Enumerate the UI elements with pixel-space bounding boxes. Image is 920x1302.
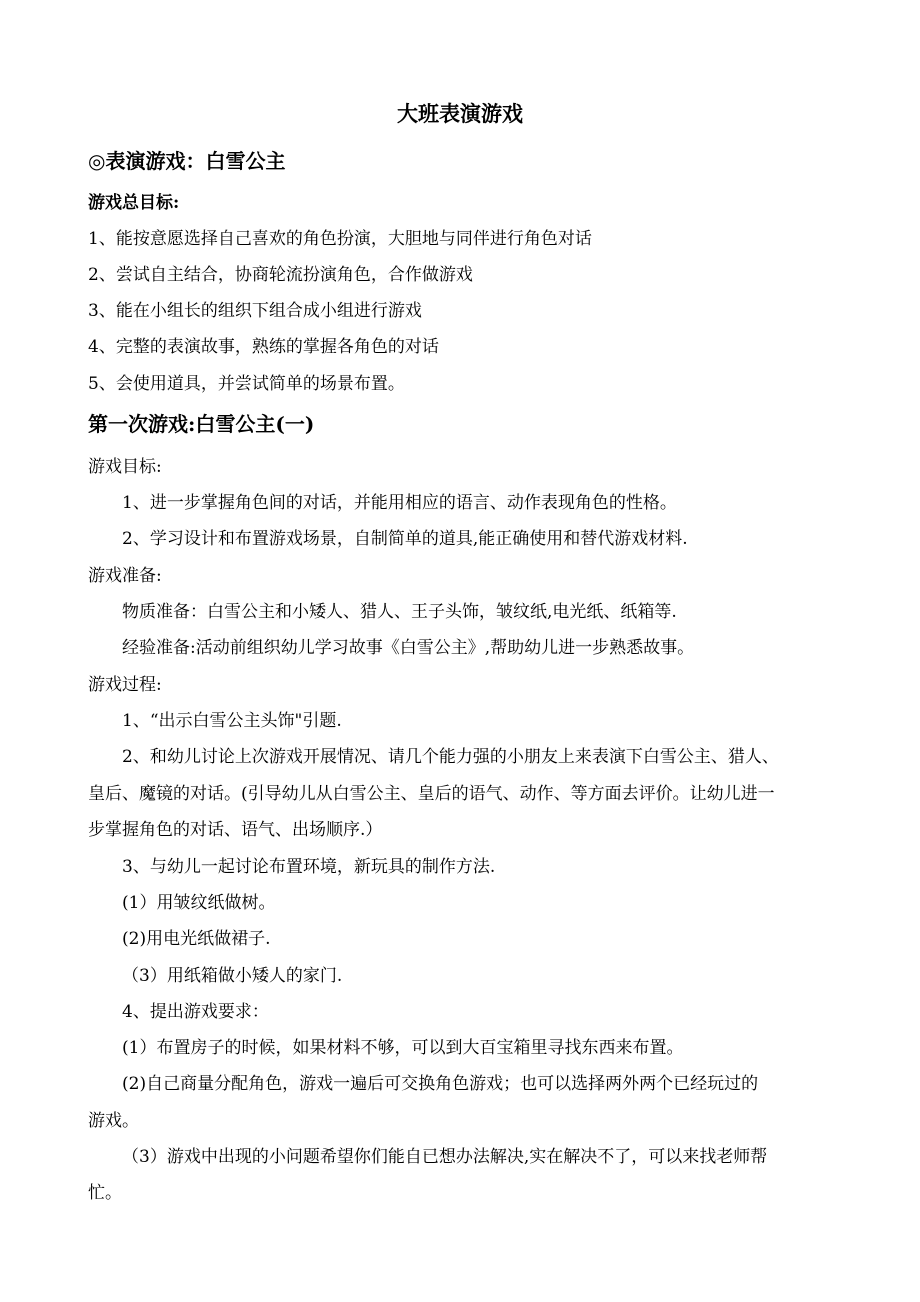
overall-goal-item: 1、能按意愿选择自己喜欢的角色扮演，大胆地与同伴进行角色对话 [88, 229, 592, 249]
overall-goal-item: 3、能在小组长的组织下组合成小组进行游戏 [88, 301, 422, 321]
goal-item: 1、进一步掌握角色间的对话，并能用相应的语言、动作表现角色的性格。 [122, 493, 677, 513]
overall-goal-item: 5、会使用道具，并尝试简单的场景布置。 [88, 374, 405, 394]
process-step: 3、与幼儿一起讨论布置环境，新玩具的制作方法. [122, 857, 496, 877]
process-substep: (2)用电光纸做裙子. [122, 929, 271, 949]
process-substep-continued: 忙。 [88, 1183, 122, 1203]
process-substep: （3）游戏中出现的小问题希望你们能自已想办法解决,实在解决不了，可以来找老师帮 [122, 1147, 768, 1167]
process-step: 4、提出游戏要求： [122, 1002, 269, 1022]
goal-item: 2、学习设计和布置游戏场景，自制简单的道具,能正确使用和替代游戏材料. [122, 529, 688, 549]
overall-goal-item: 4、完整的表演故事，熟练的掌握各角色的对话 [88, 337, 439, 357]
document-title: 大班表演游戏 [397, 101, 523, 126]
process-step: 1、“出示白雪公主头饰"引题. [122, 711, 342, 731]
process-substep: （3）用纸箱做小矮人的家门. [122, 966, 343, 986]
process-substep: (2)自己商量分配角色，游戏一遍后可交换角色游戏；也可以选择两外两个已经玩过的 [122, 1074, 759, 1094]
process-substep: (1）布置房子的时候，如果材料不够，可以到大百宝箱里寻找东西来布置。 [122, 1038, 684, 1058]
process-substep: (1）用皱纹纸做树。 [122, 893, 276, 913]
section-heading: ◎表演游戏：白雪公主 [88, 149, 286, 173]
goals-label: 游戏目标: [88, 457, 162, 477]
process-substep-continued: 游戏。 [88, 1111, 139, 1131]
first-game-heading: 第一次游戏:白雪公主(一) [88, 412, 315, 436]
overall-goals-heading: 游戏总目标: [88, 193, 180, 213]
process-step-continued: 皇后、魔镜的对话。(引导幼儿从白雪公主、皇后的语气、动作、等方面去评价。让幼儿进一 [88, 784, 775, 804]
process-label: 游戏过程: [88, 675, 162, 695]
prep-item-experience: 经验准备:活动前组织幼儿学习故事《白雪公主》,帮助幼儿进一步熟悉故事。 [122, 638, 695, 658]
overall-goal-item: 2、尝试自主结合，协商轮流扮演角色，合作做游戏 [88, 265, 473, 285]
process-step: 2、和幼儿讨论上次游戏开展情况、请几个能力强的小朋友上来表演下白雪公主、猎人、 [122, 747, 779, 767]
prep-item-material: 物质准备：白雪公主和小矮人、猎人、王子头饰，皱纹纸,电光纸、纸箱等. [122, 602, 677, 622]
process-step-continued: 步掌握角色的对话、语气、出场顺序.） [88, 820, 383, 840]
prep-label: 游戏准备: [88, 566, 162, 586]
